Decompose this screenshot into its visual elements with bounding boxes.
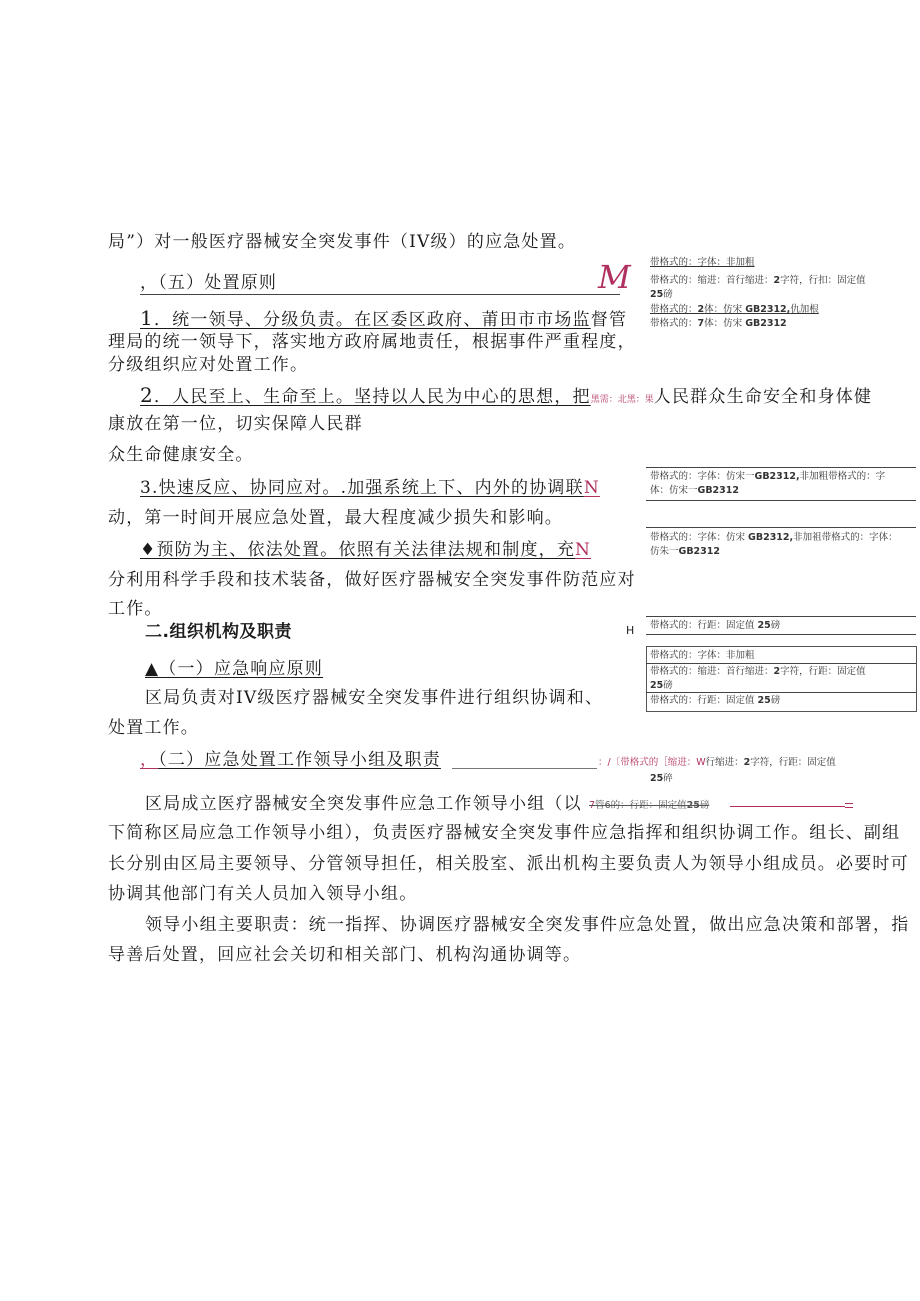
body-line: 长分别由区局主要领导、分管领导担任，相关股室、派出机构主要负责人为领导小组成员。必要时可: [108, 854, 909, 874]
body-line: 局”）对一般医疗器械安全突发事件（IV级）的应急处置。: [108, 232, 577, 252]
body-line: 分级组织应对处置工作。: [108, 355, 309, 375]
comment-indent[interactable]: 带格式的：缩进：首行缩进：2字符，行距：固定值 25磅: [650, 666, 866, 691]
comment-divider: [646, 663, 916, 664]
heading-prefix: ，: [140, 273, 159, 293]
comment-divider: [646, 527, 916, 528]
comment-spacing[interactable]: 带格式的：行距：固定值 25磅: [650, 695, 781, 706]
comment-divider: [646, 616, 916, 617]
item-title: 3.快速反应、协同应对。.加强系统上下、内外的协调联: [140, 478, 584, 498]
comment-divider: [646, 467, 916, 468]
inline-revision-mark: N: [575, 540, 592, 560]
comment-font[interactable]: 带格式的：2体：仿宋 GB2312,仇加根: [650, 304, 819, 315]
section-heading: [140, 271, 277, 295]
item-number: 1: [140, 306, 154, 330]
comment-font[interactable]: 带格式的：字体：仿宋 GB2312,非加祖带格式的：字体： 仿朱一GB2312: [650, 532, 898, 557]
body-line: 工作。: [108, 599, 163, 619]
comment-connector: [730, 806, 845, 807]
body-line: 协调其他部门有关人员加入领导小组。: [108, 884, 418, 904]
comment-spacing[interactable]: 带格式的：行距：固定值 25磅: [650, 620, 781, 631]
heading-underline: [452, 768, 597, 769]
comment-spacing[interactable]: 7管6的：行距：固定值25磅: [589, 800, 710, 811]
body-line: 区局负责对IV级医疗器械安全突发事件进行组织协调和、: [145, 688, 604, 708]
comment-connector: [845, 807, 853, 808]
body-line: 众生命健康安全。: [108, 445, 254, 465]
comment-connector: [845, 803, 853, 804]
item-title-tail: 人民群众生命安全和身体健: [653, 387, 873, 407]
item-title: ♦预防为主、依法处置。依照有关法律法规和制度，充: [140, 540, 576, 560]
body-line: 康放在第一位，切实保障人民群: [108, 414, 363, 434]
comment-divider: [646, 634, 916, 635]
comment-font[interactable]: 带格式的：字体：仿宋一GB2312,非加粗带格式的：字 体：仿宋一GB2312: [650, 471, 886, 496]
subsection-heading: [140, 748, 441, 772]
inline-revision-mark: 黑需：北黑：果: [590, 395, 654, 405]
comment-indent[interactable]: ：/〔带格式的［缩进：W行缩进：2字符，行距：固定值: [598, 757, 836, 768]
revision-mark: M: [598, 258, 631, 296]
paragraph-4-title: [140, 538, 591, 562]
heading-text: （五）处置原则: [158, 273, 278, 293]
chapter-heading: 二.组织机构及职责: [145, 622, 292, 642]
subsection-heading: ▲（一）应急响应原则: [145, 659, 324, 679]
comment-font[interactable]: 带格式的：7体：仿宋 GB2312: [650, 318, 787, 329]
body-line: 下简称区局应急工作领导小组），负责医疗器械安全突发事件应急指挥和组织协调工作。组长、副组: [108, 823, 901, 843]
comment-font[interactable]: 带格式的：字体：非加粗: [650, 257, 755, 268]
item-title: ．人民至上、生命至上。坚持以人民为中心的思想，把: [153, 387, 591, 407]
body-line: 处置工作。: [108, 718, 199, 738]
comment-divider: [646, 500, 916, 501]
body-line: 动，第一时间开展应急处置，最大程度减少损失和影响。: [108, 508, 563, 528]
comment-indent-tail: 25碎: [650, 773, 673, 784]
item-title: ．统一领导、分级负责。在区委区政府、莆田市市场监: [153, 310, 591, 330]
heading-text: （二）应急处置工作领导小组及职责: [158, 750, 441, 770]
heading-revision-mark: H: [626, 624, 636, 637]
body-line: 区局成立医疗器械安全突发事件应急工作领导小组（以: [145, 794, 582, 814]
body-line: 理局的统一领导下，落实地方政府属地责任，根据事件严重程度，: [108, 332, 636, 352]
paragraph-1-title: [140, 306, 627, 332]
body-line: 分利用科学手段和技术装备，做好医疗器械安全突发事件防范应对: [108, 570, 636, 590]
inline-revision-mark: N: [583, 478, 600, 498]
body-line: 领导小组主要职责：统一指挥、协调医疗器械安全突发事件应急处置，做出应急决策和部署，指: [145, 915, 910, 935]
heading-underline: [140, 294, 620, 295]
comment-indent[interactable]: 带格式的：缩进：首行缩进：2字符，行扣：固定值 25磅: [650, 275, 866, 300]
heading-prefix: ，: [140, 750, 159, 770]
paragraph-2-title: [140, 383, 872, 412]
item-title-tail: 督管: [590, 310, 628, 330]
paragraph-3-title: [140, 476, 600, 500]
item-number: 2: [140, 383, 154, 407]
comment-font[interactable]: 带格式的：字体：非加粗: [650, 650, 755, 661]
body-line: 导善后处置，回应社会关切和相关部门、机构沟通协调等。: [108, 945, 582, 965]
comment-divider: [646, 692, 916, 693]
